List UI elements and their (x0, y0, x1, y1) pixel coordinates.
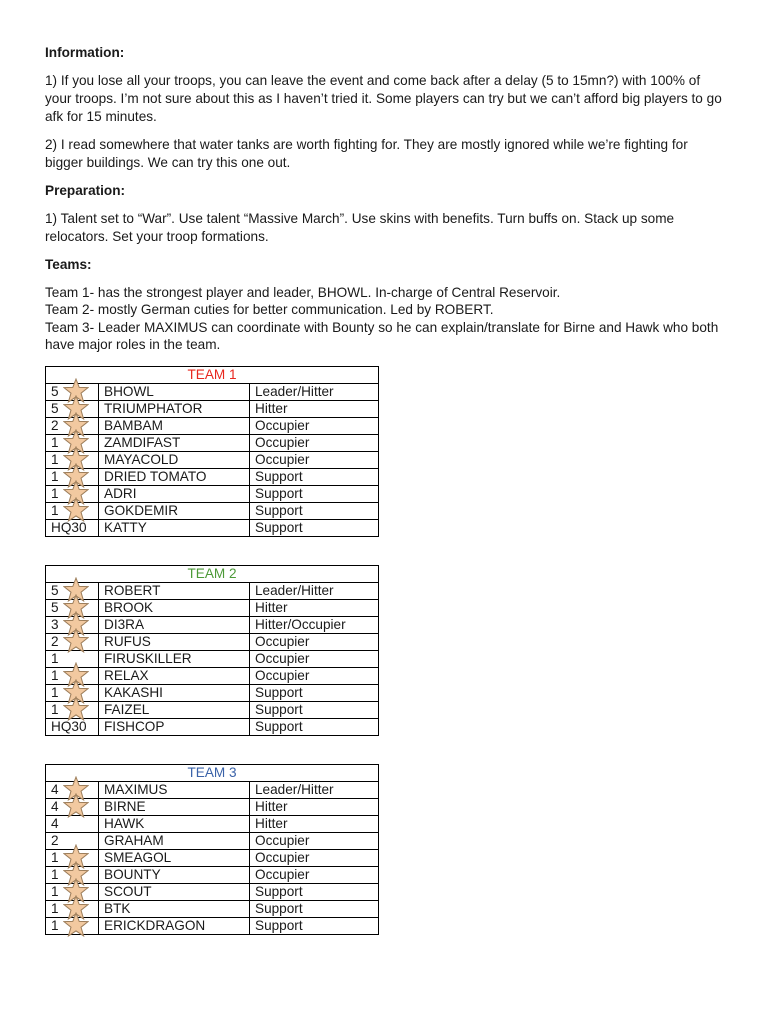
player-name: RELAX (99, 668, 250, 685)
player-name: ADRI (99, 486, 250, 503)
player-name: GOKDEMIR (99, 503, 250, 520)
player-level: 3 (51, 617, 59, 632)
level-cell (46, 799, 99, 816)
level-cell (46, 520, 99, 537)
player-role: Support (250, 469, 379, 486)
player-role: Hitter (250, 799, 379, 816)
level-cell (46, 634, 99, 651)
table-row (46, 702, 379, 719)
player-role: Leader/Hitter (250, 583, 379, 600)
teams-description (45, 284, 725, 354)
player-level: 1 (51, 469, 59, 484)
table-row (46, 799, 379, 816)
player-name: FISHCOP (99, 719, 250, 736)
player-role: Occupier (250, 651, 379, 668)
player-role: Occupier (250, 634, 379, 651)
table-row (46, 782, 379, 799)
player-name: MAYACOLD (99, 452, 250, 469)
player-role: Occupier (250, 867, 379, 884)
table-row (46, 469, 379, 486)
document-body (45, 44, 725, 364)
player-name: FAIZEL (99, 702, 250, 719)
team-title: TEAM 1 (46, 367, 379, 384)
player-role: Hitter/Occupier (250, 617, 379, 634)
preparation-paragraph-1: 1) Talent set to “War”. Use talent “Massive March”. Use skins with benefits. Turn buffs on. Stack up some relocators. Set your troop formations. (45, 211, 675, 244)
player-name: ERICKDRAGON (99, 918, 250, 935)
player-level: 1 (51, 685, 59, 700)
player-name: TRIUMPHATOR (99, 401, 250, 418)
player-level: 5 (51, 401, 59, 416)
player-name: BAMBAM (99, 418, 250, 435)
player-role: Support (250, 918, 379, 935)
player-role: Leader/Hitter (250, 782, 379, 799)
team-title-row (46, 367, 379, 384)
player-role: Hitter (250, 816, 379, 833)
player-level: 1 (51, 503, 59, 518)
information-paragraph-1: 1) If you lose all your troops, you can leave the event and come back after a delay (5 to 15mn?) with 100% of your troops. I’m not sure about this as I haven’t tried it. Some players can try but we can’t afford big players to go afk for 15 minutes. (45, 73, 722, 124)
player-level: HQ30 (51, 719, 87, 734)
table-row (46, 503, 379, 520)
table-row (46, 918, 379, 935)
player-name: KATTY (99, 520, 250, 537)
player-role: Support (250, 520, 379, 537)
player-role: Occupier (250, 435, 379, 452)
table-row (46, 651, 379, 668)
player-role: Hitter (250, 401, 379, 418)
level-cell (46, 719, 99, 736)
team-title-row (46, 566, 379, 583)
table-row (46, 668, 379, 685)
player-level: 1 (51, 486, 59, 501)
player-level: 4 (51, 782, 59, 797)
player-level: HQ30 (51, 520, 87, 535)
team-3-table (45, 764, 379, 935)
player-role: Support (250, 884, 379, 901)
table-row (46, 600, 379, 617)
player-role: Support (250, 486, 379, 503)
player-name: SMEAGOL (99, 850, 250, 867)
table-row (46, 867, 379, 884)
team-1-description: Team 1- has the strongest player and leader, BHOWL. In-charge of Central Reservoir. (45, 285, 561, 300)
player-level: 2 (51, 634, 59, 649)
player-level: 2 (51, 833, 59, 848)
player-name: HAWK (99, 816, 250, 833)
player-role: Support (250, 503, 379, 520)
table-row (46, 384, 379, 401)
player-name: BHOWL (99, 384, 250, 401)
player-role: Occupier (250, 452, 379, 469)
player-level: 1 (51, 850, 59, 865)
player-level: 5 (51, 600, 59, 615)
player-level: 1 (51, 884, 59, 899)
table-row (46, 418, 379, 435)
team-2-table (45, 565, 379, 736)
team-3-description: Team 3- Leader MAXIMUS can coordinate with Bounty so he can explain/translate for Birne and Hawk who both have major roles in the team. (45, 319, 719, 353)
player-role: Occupier (250, 418, 379, 435)
player-role: Occupier (250, 833, 379, 850)
player-role: Support (250, 719, 379, 736)
table-row (46, 486, 379, 503)
table-row (46, 401, 379, 418)
table-row (46, 901, 379, 918)
information-heading: Information: (45, 45, 125, 60)
player-role: Support (250, 901, 379, 918)
table-row (46, 435, 379, 452)
player-name: BROOK (99, 600, 250, 617)
team-2-description: Team 2- mostly German cuties for better communication. Led by ROBERT. (45, 302, 494, 318)
level-cell (46, 702, 99, 719)
player-role: Leader/Hitter (250, 384, 379, 401)
player-level: 1 (51, 452, 59, 467)
player-level: 1 (51, 901, 59, 916)
level-cell (46, 816, 99, 833)
player-level: 1 (51, 651, 59, 666)
teams-heading: Teams: (45, 257, 92, 272)
player-role: Support (250, 685, 379, 702)
player-name: KAKASHI (99, 685, 250, 702)
table-row (46, 583, 379, 600)
table-row (46, 520, 379, 537)
table-row (46, 850, 379, 867)
table-row (46, 685, 379, 702)
team-title: TEAM 3 (46, 765, 379, 782)
player-name: BIRNE (99, 799, 250, 816)
table-row (46, 452, 379, 469)
player-name: ZAMDIFAST (99, 435, 250, 452)
table-row (46, 833, 379, 850)
level-cell (46, 918, 99, 935)
player-role: Support (250, 702, 379, 719)
player-level: 1 (51, 702, 59, 717)
table-row (46, 719, 379, 736)
preparation-heading: Preparation: (45, 183, 126, 198)
level-cell (46, 503, 99, 520)
player-name: BTK (99, 901, 250, 918)
player-name: DRIED TOMATO (99, 469, 250, 486)
player-role: Hitter (250, 600, 379, 617)
player-name: ROBERT (99, 583, 250, 600)
player-name: MAXIMUS (99, 782, 250, 799)
player-role: Occupier (250, 850, 379, 867)
table-row (46, 617, 379, 634)
player-level: 1 (51, 668, 59, 683)
player-level: 4 (51, 816, 59, 831)
table-row (46, 884, 379, 901)
team-title-row (46, 765, 379, 782)
player-level: 1 (51, 918, 59, 933)
player-name: DI3RA (99, 617, 250, 634)
player-level: 5 (51, 583, 59, 598)
player-name: FIRUSKILLER (99, 651, 250, 668)
player-name: BOUNTY (99, 867, 250, 884)
table-row (46, 634, 379, 651)
player-name: RUFUS (99, 634, 250, 651)
player-name: SCOUT (99, 884, 250, 901)
player-name: GRAHAM (99, 833, 250, 850)
player-level: 2 (51, 418, 59, 433)
player-role: Occupier (250, 668, 379, 685)
player-level: 5 (51, 384, 59, 399)
player-level: 4 (51, 799, 59, 814)
team-title: TEAM 2 (46, 566, 379, 583)
player-level: 1 (51, 867, 59, 882)
information-paragraph-2: 2) I read somewhere that water tanks are worth fighting for. They are mostly ignored while we’re fighting for bigger buildings. We can try this one out. (45, 137, 688, 170)
team-1-table (45, 366, 379, 537)
table-row (46, 816, 379, 833)
player-level: 1 (51, 435, 59, 450)
star-icon (63, 912, 89, 938)
